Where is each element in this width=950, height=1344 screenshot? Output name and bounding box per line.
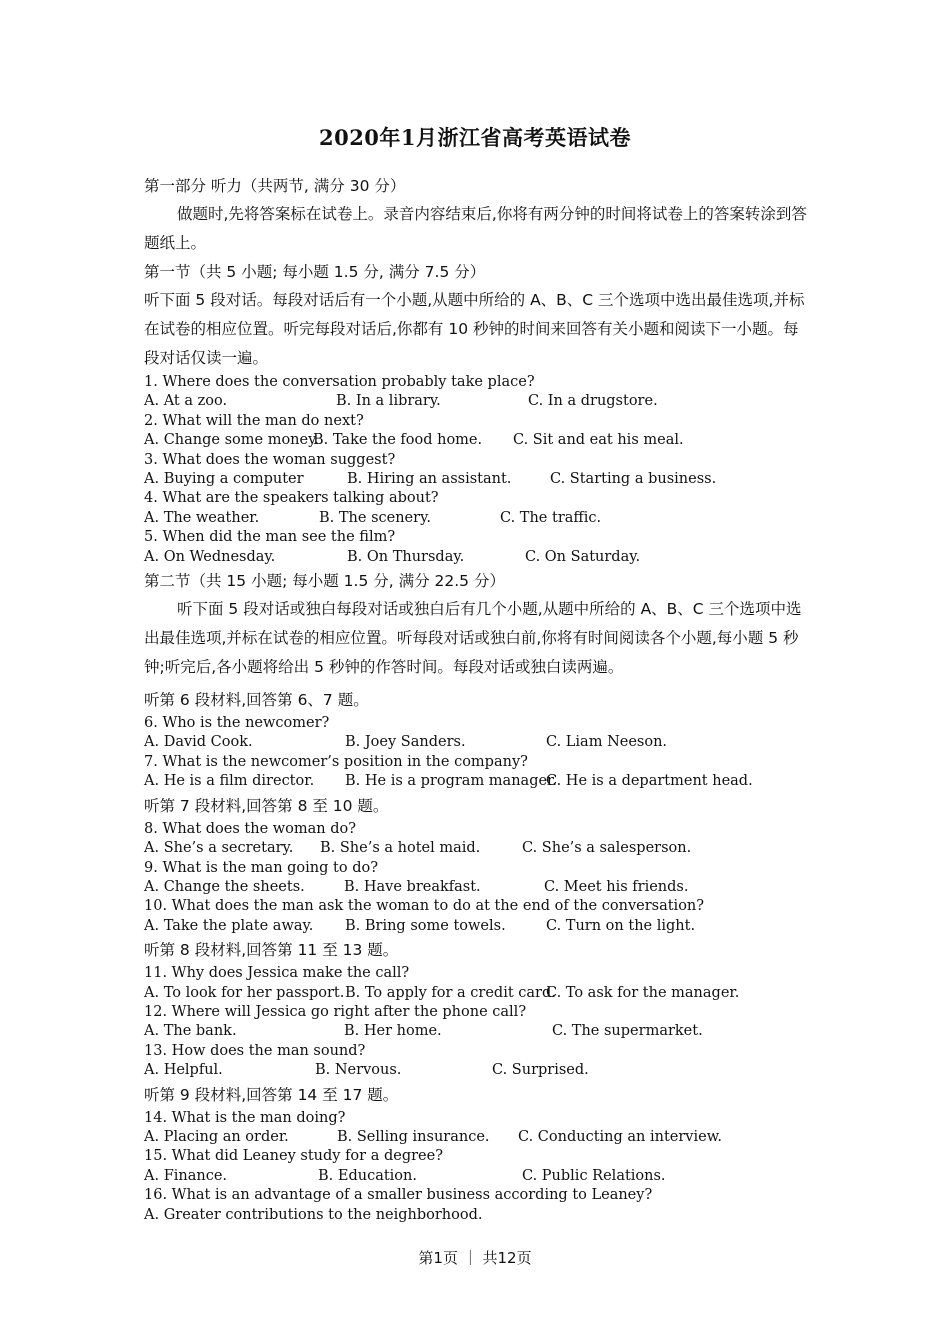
option-c: C. Sit and eat his meal. [513,432,684,449]
part1-header: 第一部分 听力（共两节, 满分 30 分） [144,177,406,195]
section1-header: 第一节（共 5 小题; 每小题 1.5 分, 满分 7.5 分） [144,263,486,281]
question-8-options [144,839,812,858]
option-c: C. Starting a business. [550,471,717,488]
option-a: A. Buying a computer [144,471,304,488]
question-1-options [144,392,812,411]
question-5-options [144,548,812,567]
option-c: C. The supermarket. [552,1023,703,1040]
question-14: 14. What is the man doing? [144,1109,346,1126]
question-9-options [144,878,812,897]
page-title: 2020年1月浙江省高考英语试卷 [318,125,632,150]
option-c: C. Public Relations. [522,1167,666,1184]
option-c: C. Turn on the light. [546,917,696,934]
option-b: B. The scenery. [319,509,431,526]
option-b: B. To apply for a credit card. [345,984,556,1001]
question-12: 12. Where will Jessica go right after the phone call? [144,1003,527,1020]
question-9: 9. What is the man going to do? [144,859,378,876]
question-5: 5. When did the man see the film? [144,529,396,546]
option-a: A. David Cook. [144,734,253,751]
option-b: B. Her home. [344,1023,442,1040]
option-a: A. Change the sheets. [144,878,305,895]
question-6: 6. Who is the newcomer? [144,715,330,732]
option-b: B. He is a program manager. [345,773,557,790]
question-4: 4. What are the speakers talking about? [144,490,439,507]
question-1: 1. Where does the conversation probably take place? [144,374,535,390]
part1-instruction: 做题时,先将答案标在试卷上。录音内容结束后,你将有两分钟的时间将试卷上的答案转涂到答题纸上。 [144,205,807,252]
question-14-options [144,1128,812,1147]
option-a: A. On Wednesday. [144,548,276,565]
option-c: C. Liam Neeson. [546,734,668,751]
option-c: C. He is a department head. [546,773,753,790]
option-c: C. Meet his friends. [544,878,689,895]
option-b: B. On Thursday. [347,548,465,565]
section2-header: 第二节（共 15 小题; 每小题 1.5 分, 满分 22.5 分） [144,572,505,591]
question-6-options [144,733,812,752]
option-a: A. The bank. [144,1023,237,1040]
material-8-header: 听第 8 段材料,回答第 11 至 13 题。 [144,941,399,960]
section2-instruction: 听下面 5 段对话或独白每段对话或独白后有几个小题,从题中所给的 A、B、C 三个选项中选出最佳选项,并标在试卷的相应位置。听每段对话或独白前,你将有时间阅读各个小题,每小题 5 秒钟;听完后,各小题将给出 5 秒钟的作答时间。每段对话或独白读两遍。 [144,600,802,677]
page-footer: 第1页 ｜ 共12页 [418,1249,532,1267]
option-a: A. Take the plate away. [144,917,314,934]
question-13-options [144,1061,812,1080]
option-a: A. At a zoo. [144,393,228,410]
option-b: B. Joey Sanders. [345,734,466,751]
option-a: A. Finance. [144,1167,228,1184]
question-11-options [144,984,812,1003]
option-a: A. Change some money. [144,432,319,449]
question-3-options [144,470,812,489]
question-2-options [144,431,812,450]
question-10: 10. What does the man ask the woman to do at the end of the conversation? [144,898,705,915]
question-16-options [144,1206,812,1225]
exam-body [144,172,812,1225]
option-b: B. Education. [318,1167,417,1184]
option-a: A. Greater contributions to the neighborhood. [144,1206,483,1223]
option-a: A. The weather. [144,509,260,526]
option-a: A. He is a film director. [144,773,315,790]
option-b: B. In a library. [336,393,441,410]
question-10-options [144,917,812,936]
question-8: 8. What does the woman do? [144,820,357,837]
option-c: C. Surprised. [492,1062,589,1079]
material-9-header: 听第 9 段材料,回答第 14 至 17 题。 [144,1085,399,1104]
question-2: 2. What will the man do next? [144,412,364,429]
question-4-options [144,509,812,528]
option-b: B. Take the food home. [313,432,483,449]
option-c: C. To ask for the manager. [546,984,740,1001]
question-16: 16. What is an advantage of a smaller business according to Leaney? [144,1187,653,1204]
question-7: 7. What is the newcomer’s position in the company? [144,753,528,770]
question-13: 13. How does the man sound? [144,1042,366,1059]
option-a: A. To look for her passport. [144,984,345,1001]
option-b: B. Have breakfast. [344,878,481,895]
option-b: B. Bring some towels. [345,917,506,934]
option-b: B. Nervous. [315,1062,402,1079]
question-7-options [144,772,812,791]
question-12-options [144,1022,812,1041]
option-c: C. Conducting an interview. [518,1128,723,1145]
option-b: B. Hiring an assistant. [347,471,512,488]
question-15-options [144,1167,812,1186]
option-b: B. She’s a hotel maid. [320,840,481,857]
material-7-header: 听第 7 段材料,回答第 8 至 10 题。 [144,796,389,815]
section1-instruction: 听下面 5 段对话。每段对话后有一个小题,从题中所给的 A、B、C 三个选项中选出最佳选项,并标在试卷的相应位置。听完每段对话后,你都有 10 秒钟的时间来回答有关小题和阅读下一小题。每段对话仅读一遍。 [144,291,805,367]
option-a: A. Placing an order. [144,1128,289,1145]
option-c: C. On Saturday. [525,548,641,565]
question-3: 3. What does the woman suggest? [144,451,396,468]
material-6-header: 听第 6 段材料,回答第 6、7 题。 [144,691,369,710]
question-15: 15. What did Leaney study for a degree? [144,1148,443,1165]
option-c: C. In a drugstore. [528,393,658,410]
option-b: B. Selling insurance. [337,1128,490,1145]
option-a: A. Helpful. [144,1062,223,1079]
option-c: C. The traffic. [500,509,602,526]
option-a: A. She’s a secretary. [144,840,294,857]
option-c: C. She’s a salesperson. [522,840,692,857]
question-11: 11. Why does Jessica make the call? [144,965,410,982]
